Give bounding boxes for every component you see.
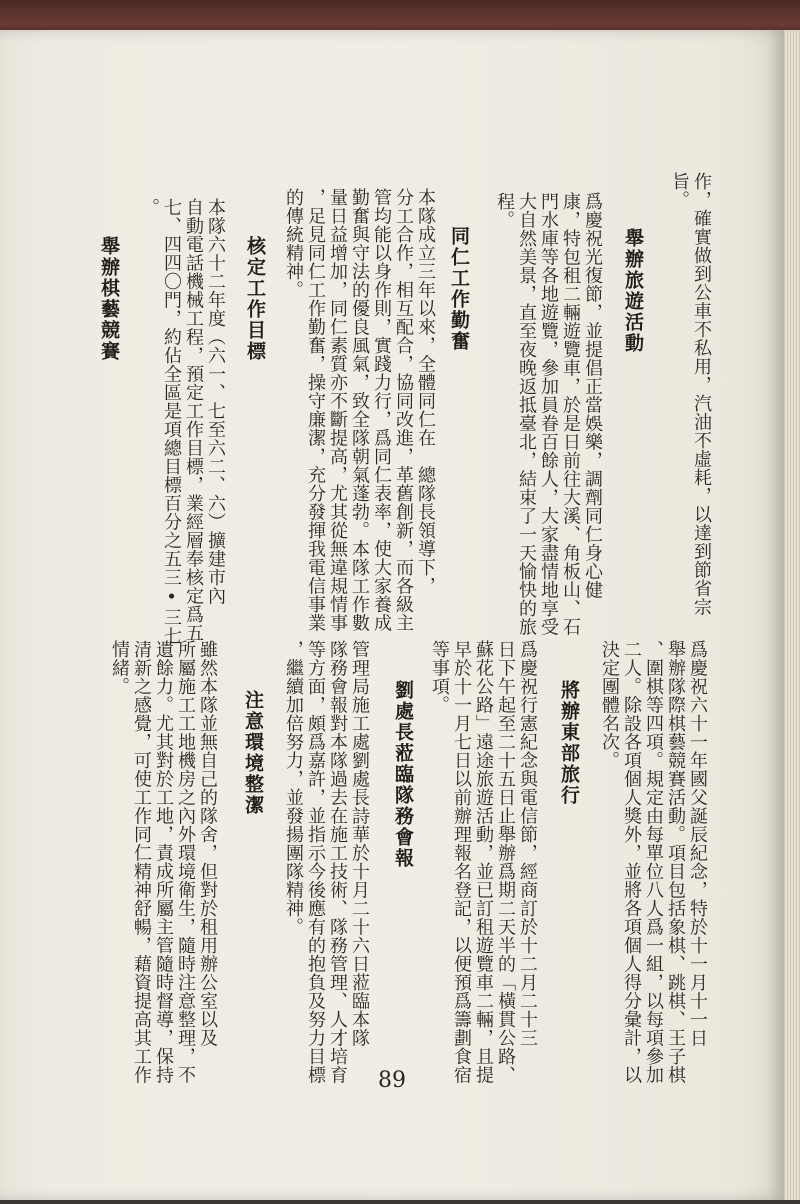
section-heading-diligence: 同仁工作勤奮 <box>448 226 470 352</box>
section-heading-east: 將辦東部旅行 <box>558 680 580 806</box>
section-heading-travel: 舉辦旅遊活動 <box>622 228 644 354</box>
page-number: 89 <box>378 1068 406 1093</box>
section-body-visit: 管理局施工處劉處長詩華於十月二十六日蒞臨本隊 隊務會報對本隊過去在施工技術、隊務管理、人才培育 等方面，頗爲嘉許，並指示今後應有的抱負及努力目標 ，繼續加倍努力，並發揚團隊精神。 <box>283 640 370 1084</box>
section-body-travel: 爲慶祝光復節，並提倡正當娛樂，調劑同仁身心健 康，特包租二輛遊覽車，於是日前往大溪、角板山、石 門水庫等各地遊覽，參加員眷百餘人，大家盡情地享受 大自然美景，直至夜晚返抵臺北，結束了一天愉快的旅 程。 <box>494 192 603 636</box>
section-body-east: 爲慶祝行憲紀念與電信節，經商訂於十二月二十三 日下午起至二十五日止舉辦爲期二天半的「橫貫公路、 蘇花公路」遠途旅遊活動，並已訂租遊覽車二輛，且提 早於十一月七日以前辦理報名登記，以便預爲籌劃食宿 等事項。 <box>429 640 538 1084</box>
section-body-targets: 本隊六十二年度（六一、七至六二、六）擴建市內 自動電話機械工程，預定工作目標，業經層奉核定爲五 七、四四〇門，約佔全區是項總目標百分之五三•三七 。 <box>139 198 226 645</box>
section-heading-chess: 舉辦棋藝競賽 <box>98 236 120 362</box>
section-heading-targets: 核定工作目標 <box>244 236 266 362</box>
section-body-diligence: 本隊成立三年以來，全體同仁在 總隊長領導下， 分工合作，相互配合，協同改進，革舊創新，而各級主 管均能以身作則，實踐力行，爲同仁表率，使大家養成 勤奮與守法的優良風氣，致全隊朝氣蓬勃。本隊工作數 量日益增加，同仁素質亦不斷提高，尤其從無違規情事 ，足見同仁工作勤奮，操守廉潔，充分發揮我電信事業 的傳統精神。 <box>283 188 436 632</box>
section-heading-visit: 劉處長蒞臨隊務會報 <box>392 680 414 869</box>
section-heading-environment: 注意環境整潔 <box>242 690 264 816</box>
section-body-chess: 爲慶祝六十一年國父誕辰紀念，特於十一月十一日 舉辦隊際棋藝競賽活動。項目包括象棋、跳棋、王子棋 、圍棋等四項。規定由每單位八人爲一組，以每項參加 二人。除設各項個人獎外，並將各項個人得分彙計，以 決定團體名次。 <box>599 640 708 1084</box>
section-body-environment: 雖然本隊並無自己的隊舍，但對於租用辦公室以及 所屬施工工地機房之內外環境衛生，隨時注意整理，不 遺餘力。尤其對於工地，責成所屬主管隨時督導，保持 清新之感覺，可使工作同仁精神舒暢，藉資提高其工作 情緒。 <box>109 640 218 1084</box>
page-stack-edge <box>784 30 800 1200</box>
section-continued-text: 作，確實做到公車不私用，汽油不虛耗，以達到節省宗 旨。 <box>669 172 712 616</box>
